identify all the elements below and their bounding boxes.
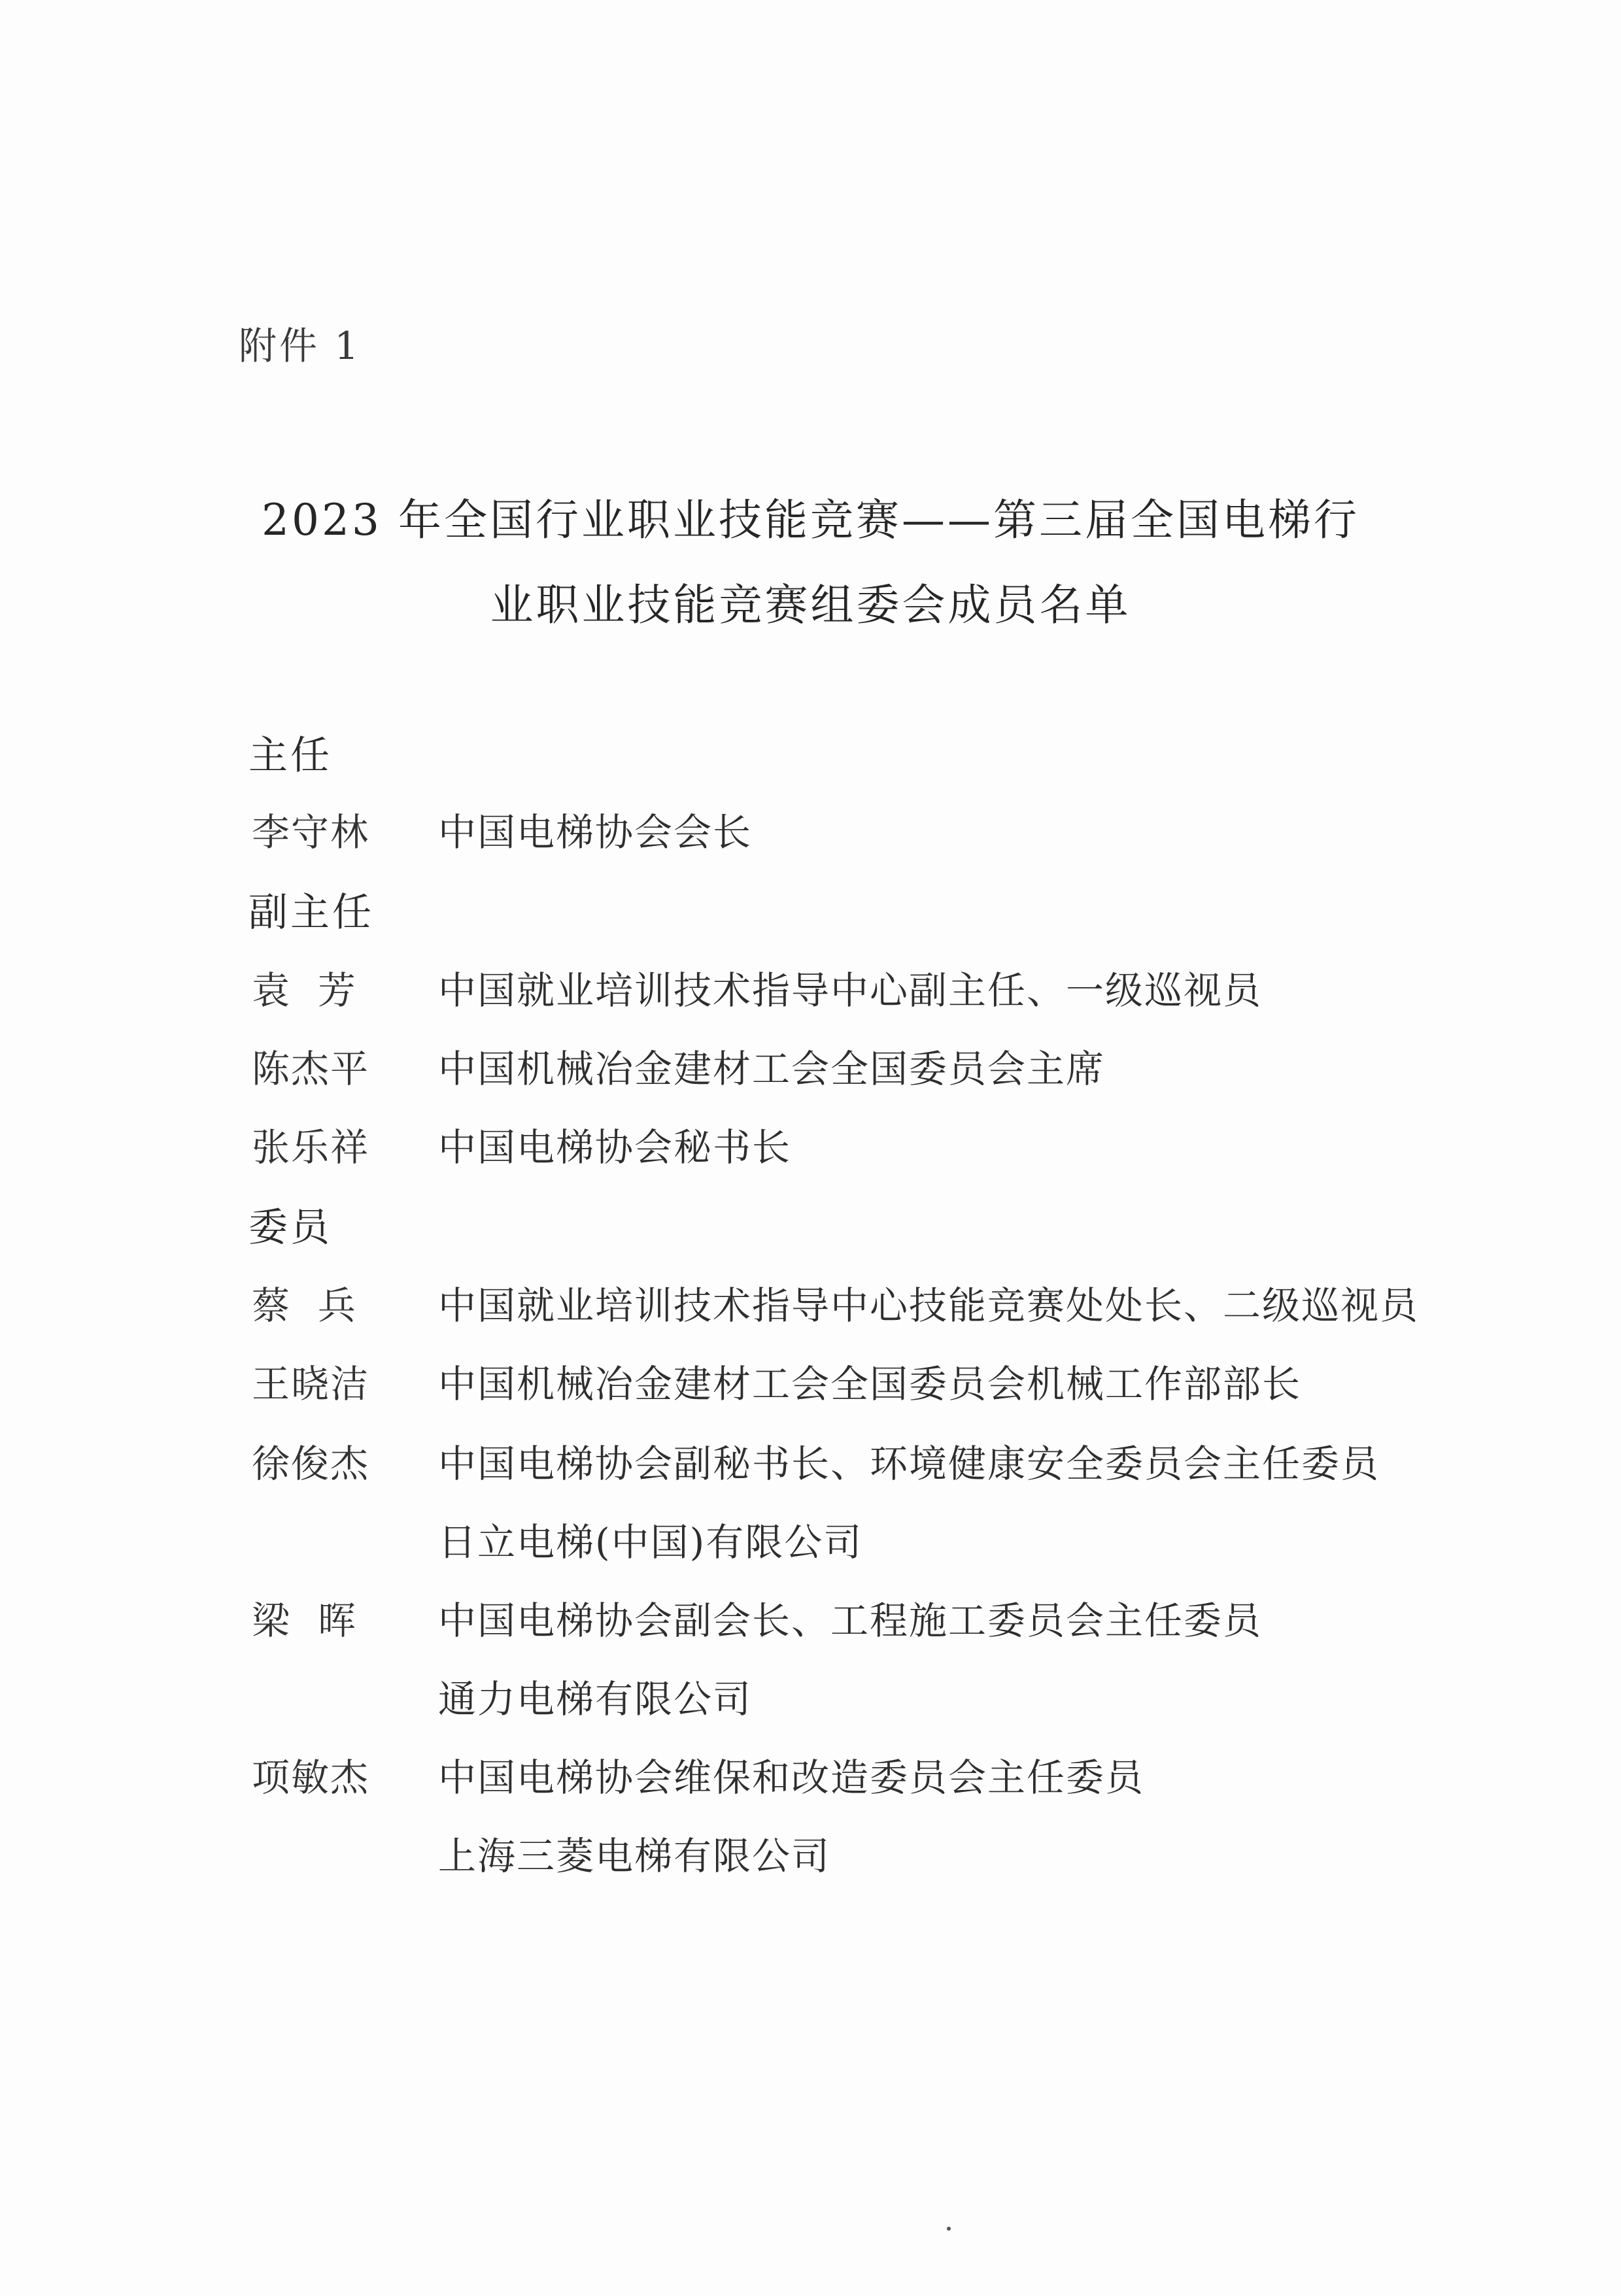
- member-title: 中国电梯协会副会长、工程施工委员会主任委员: [438, 1598, 1263, 1643]
- member-organization: 日立电梯(中国)有限公司: [438, 1520, 863, 1564]
- member-title: 中国就业培训技术指导中心副主任、一级巡视员: [438, 968, 1263, 1013]
- member-name: 梁 晖: [252, 1598, 357, 1643]
- member-name: 张乐祥: [252, 1125, 370, 1170]
- member-title: 中国电梯协会副秘书长、环境健康安全委员会主任委员: [438, 1442, 1380, 1486]
- scan-speck: [947, 2227, 951, 2231]
- member-organization: 通力电梯有限公司: [438, 1677, 753, 1721]
- document-title-line-1: 2023 年全国行业职业技能竞赛——第三届全国电梯行: [262, 495, 1359, 545]
- member-title: 中国机械冶金建材工会全国委员会主席: [438, 1047, 1106, 1091]
- member-title: 中国电梯协会维保和改造委员会主任委员: [438, 1755, 1145, 1800]
- attachment-label: 附件 1: [239, 324, 362, 368]
- member-title: 中国电梯协会秘书长: [438, 1125, 792, 1170]
- document-title-line-2: 业职业技能竞赛组委会成员名单: [490, 580, 1131, 630]
- member-title: 中国就业培训技术指导中心技能竞赛处处长、二级巡视员: [438, 1283, 1420, 1328]
- section-heading-director: 主任: [248, 733, 332, 779]
- member-name: 徐俊杰: [252, 1442, 370, 1486]
- member-name: 李守林: [252, 810, 370, 854]
- section-heading-committee-members: 委员: [248, 1205, 332, 1251]
- member-name: 王晓洁: [252, 1362, 370, 1406]
- member-name: 项敏杰: [252, 1755, 370, 1800]
- member-name: 袁 芳: [252, 968, 357, 1013]
- member-title: 中国电梯协会会长: [438, 810, 753, 854]
- member-name: 蔡 兵: [252, 1283, 357, 1328]
- section-heading-deputy-director: 副主任: [248, 890, 374, 936]
- member-title: 中国机械冶金建材工会全国委员会机械工作部部长: [438, 1362, 1302, 1406]
- member-name: 陈杰平: [252, 1047, 370, 1091]
- member-organization: 上海三菱电梯有限公司: [438, 1834, 831, 1878]
